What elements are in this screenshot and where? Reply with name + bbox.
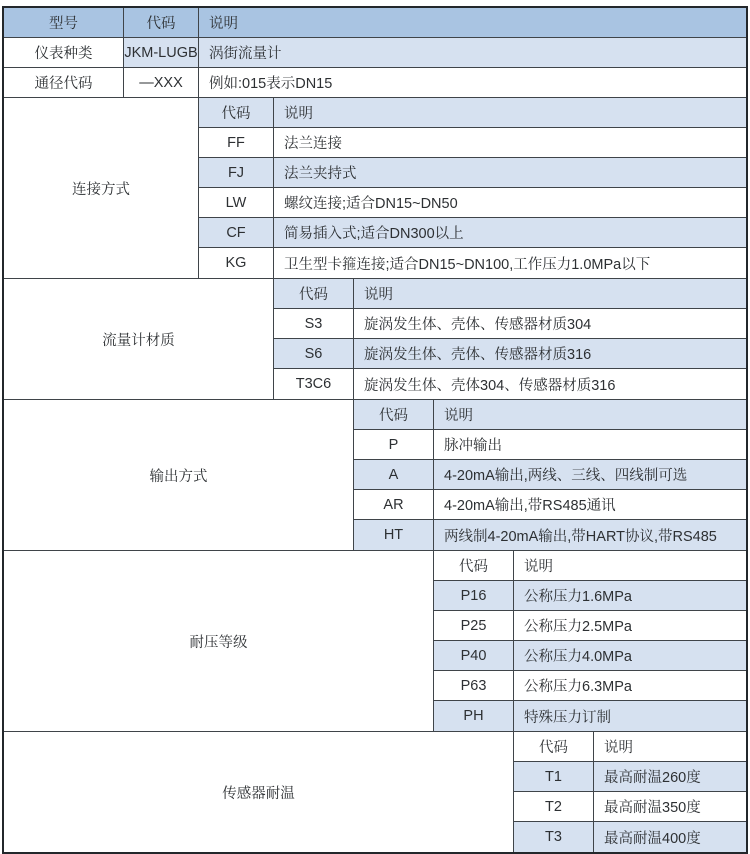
sub-header-desc: 说明 — [444, 408, 473, 424]
row-code: LW — [199, 188, 274, 217]
table-row-instrument-type — [4, 38, 746, 68]
row-code: AR — [354, 490, 434, 519]
header-code: 代码 — [124, 8, 199, 37]
row-desc: 公称压力1.6MPa — [524, 589, 632, 605]
sub-header-row — [274, 279, 746, 309]
row-code: —XXX — [124, 68, 199, 97]
table-row — [199, 218, 746, 248]
sub-header-code: 代码 — [199, 98, 274, 127]
row-desc: 最高耐温400度 — [604, 830, 701, 847]
section-output-mode — [4, 400, 746, 551]
row-desc: 4-20mA输出,两线、三线、四线制可选 — [444, 468, 688, 484]
row-code: T3C6 — [274, 369, 354, 399]
table-row — [199, 188, 746, 218]
row-desc: 公称压力2.5MPa — [524, 619, 632, 635]
sub-header-code: 代码 — [514, 732, 594, 761]
row-desc: 旋涡发生体、壳体、传感器材质316 — [364, 347, 592, 363]
table-row — [274, 309, 746, 339]
table-header-row — [4, 8, 746, 38]
sub-header-row — [514, 732, 746, 762]
row-code: P63 — [434, 671, 514, 700]
table-row — [199, 128, 746, 158]
table-row — [274, 369, 746, 399]
row-code: S3 — [274, 309, 354, 338]
table-row — [514, 822, 746, 852]
row-desc: 脉冲输出 — [444, 438, 502, 454]
table-row — [434, 641, 746, 671]
row-desc: 卫生型卡箍连接;适合DN15~DN100,工作压力1.0MPa以下 — [284, 256, 651, 273]
row-code: A — [354, 460, 434, 489]
header-model: 型号 — [4, 8, 124, 37]
row-code: JKM-LUGB — [124, 38, 199, 67]
row-desc: 4-20mA输出,带RS485通讯 — [444, 498, 616, 514]
row-code: T1 — [514, 762, 594, 791]
row-label: 通径代码 — [4, 68, 124, 97]
sub-header-row — [199, 98, 746, 128]
table-row — [434, 701, 746, 731]
sub-header-desc: 说明 — [524, 559, 553, 575]
row-desc: 简易插入式;适合DN300以上 — [284, 226, 464, 242]
row-code: FJ — [199, 158, 274, 187]
table-row — [354, 520, 746, 550]
table-row — [514, 792, 746, 822]
sub-header-code: 代码 — [274, 279, 354, 308]
table-row — [199, 158, 746, 188]
row-code: T3 — [514, 822, 594, 852]
row-code: KG — [199, 248, 274, 278]
row-desc: 螺纹连接;适合DN15~DN50 — [284, 196, 458, 212]
table-row — [274, 339, 746, 369]
table-row — [354, 430, 746, 460]
sub-header-code: 代码 — [354, 400, 434, 429]
row-label: 仪表种类 — [4, 38, 124, 67]
table-row — [514, 762, 746, 792]
table-row — [434, 671, 746, 701]
sub-header-desc: 说明 — [364, 287, 393, 303]
row-code: P40 — [434, 641, 514, 670]
header-desc: 说明 — [209, 16, 238, 32]
row-code: CF — [199, 218, 274, 247]
row-desc: 旋涡发生体、壳体、传感器材质304 — [364, 317, 592, 333]
section-label: 传感器耐温 — [4, 732, 514, 852]
sub-header-code: 代码 — [434, 551, 514, 580]
section-sensor-temperature — [4, 732, 746, 852]
section-label: 流量计材质 — [4, 279, 274, 399]
row-desc: 涡街流量计 — [199, 38, 746, 67]
row-code: HT — [354, 520, 434, 550]
table-row — [199, 248, 746, 278]
row-code: P — [354, 430, 434, 459]
sub-header-desc: 说明 — [604, 740, 633, 756]
row-code: P25 — [434, 611, 514, 640]
row-code: S6 — [274, 339, 354, 368]
section-label: 输出方式 — [4, 400, 354, 550]
row-desc: 旋涡发生体、壳体304、传感器材质316 — [364, 377, 616, 394]
table-row — [434, 581, 746, 611]
row-desc: 公称压力6.3MPa — [524, 679, 632, 695]
table-row — [354, 460, 746, 490]
table-row — [434, 611, 746, 641]
row-desc: 两线制4-20mA输出,带HART协议,带RS485 — [444, 528, 717, 545]
table-row — [354, 490, 746, 520]
row-desc: 公称压力4.0MPa — [524, 649, 632, 665]
section-label: 连接方式 — [4, 98, 199, 278]
row-code: T2 — [514, 792, 594, 821]
sub-header-row — [434, 551, 746, 581]
model-selection-table — [2, 6, 748, 854]
row-code: P16 — [434, 581, 514, 610]
section-connection-type — [4, 98, 746, 279]
section-flowmeter-material — [4, 279, 746, 400]
row-desc: 法兰夹持式 — [284, 166, 357, 182]
row-desc: 最高耐温260度 — [604, 770, 701, 786]
table-row-diameter-code — [4, 68, 746, 98]
section-pressure-rating — [4, 551, 746, 732]
row-desc: 特殊压力订制 — [524, 709, 611, 726]
sub-header-desc: 说明 — [284, 106, 313, 122]
section-label: 耐压等级 — [4, 551, 434, 731]
row-code: FF — [199, 128, 274, 157]
row-desc: 法兰连接 — [284, 136, 342, 152]
row-desc: 例如:015表示DN15 — [199, 68, 746, 97]
sub-header-row — [354, 400, 746, 430]
row-code: PH — [434, 701, 514, 731]
row-desc: 最高耐温350度 — [604, 800, 701, 816]
